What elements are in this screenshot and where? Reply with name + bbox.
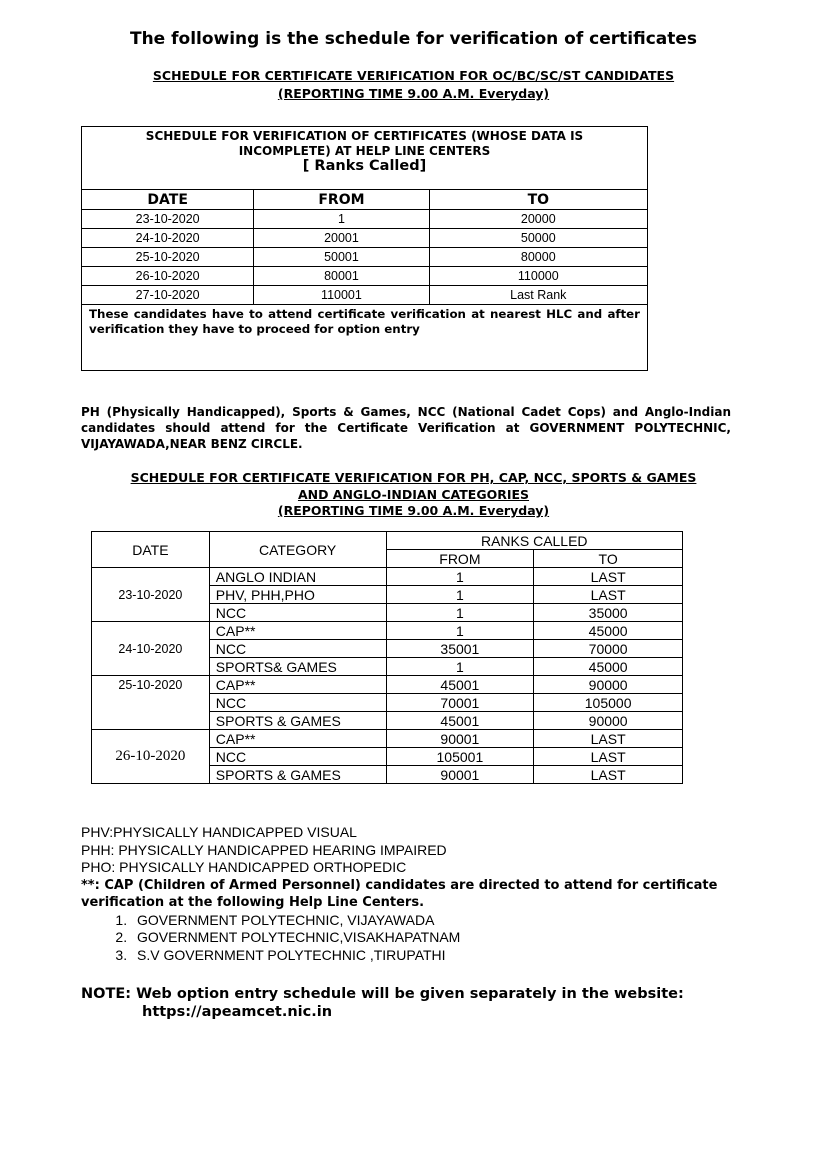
table-row [82,210,648,229]
to-cell: 70000 [534,640,683,658]
footnotes [81,824,761,964]
to-cell: LAST [534,586,683,604]
date-cell: 23-10-2020 [92,568,210,622]
list-item: 1. GOVERNMENT POLYTECHNIC, VIJAYAWADA [131,912,761,930]
from-cell: 1 [386,622,534,640]
column-header-from: FROM [386,550,534,568]
abbreviation-pho: PHO: PHYSICALLY HANDICAPPED ORTHOPEDIC [81,859,407,875]
category-cell: NCC [209,604,386,622]
from-cell: 90001 [386,766,534,784]
date-cell: 25-10-2020 [82,248,254,267]
from-cell: 80001 [254,267,429,286]
section2-heading-line2: AND ANGLO-INDIAN CATEGORIES [297,487,530,502]
category-cell: CAP** [209,622,386,640]
from-cell: 45001 [386,676,534,694]
date-cell: 26-10-2020 [82,267,254,286]
to-cell: 110000 [429,267,647,286]
list-item: 2. GOVERNMENT POLYTECHNIC,VISAKHAPATNAM [131,929,761,947]
from-cell: 35001 [386,640,534,658]
to-cell: LAST [534,730,683,748]
date-cell: 25-10-2020 [92,676,210,730]
category-cell: NCC [209,694,386,712]
from-cell: 1 [386,586,534,604]
ranks-called-label: [ Ranks Called] [302,158,427,174]
general-table-note: These candidates have to attend certificate verification at nearest HLC and after verification they have to proceed for option entry [82,305,648,371]
to-cell: 45000 [534,658,683,676]
date-cell: 24-10-2020 [92,622,210,676]
website-note-text: NOTE: Web option entry schedule will be given separately in the website: [81,986,684,1002]
from-cell: 70001 [386,694,534,712]
section1-reporting-time: (REPORTING TIME 9.00 A.M. Everyday) [277,86,550,101]
date-cell: 27-10-2020 [82,286,254,305]
table-row [82,267,648,286]
section2-heading-line1: SCHEDULE FOR CERTIFICATE VERIFICATION FOR PH, CAP, NCC, SPORTS & GAMES [130,470,697,485]
to-cell: Last Rank [429,286,647,305]
section1-heading: SCHEDULE FOR CERTIFICATE VERIFICATION FOR OC/BC/SC/ST CANDIDATES [152,68,675,83]
special-categories-paragraph: PH (Physically Handicapped), Sports & Games, NCC (National Cadet Cops) and Anglo-Indian candidates should attend for the Certificate Verification at GOVERNMENT POLYTECHNIC, VIJAYAWADA,NEAR BENZ CIRCLE. [81,405,731,451]
table-row [92,676,683,694]
from-cell: 110001 [254,286,429,305]
to-cell: 90000 [534,712,683,730]
section2-reporting-time: (REPORTING TIME 9.00 A.M. Everyday) [277,503,550,518]
to-cell: 20000 [429,210,647,229]
from-cell: 20001 [254,229,429,248]
from-cell: 90001 [386,730,534,748]
to-cell: 50000 [429,229,647,248]
column-header-to: TO [429,190,647,210]
date-cell: 23-10-2020 [82,210,254,229]
to-cell: LAST [534,748,683,766]
to-cell: 105000 [534,694,683,712]
table-row [92,568,683,586]
category-cell: ANGLO INDIAN [209,568,386,586]
list-item: 3. S.V GOVERNMENT POLYTECHNIC ,TIRUPATHI [131,947,761,965]
column-header-to: TO [534,550,683,568]
category-cell: NCC [209,640,386,658]
from-cell: 105001 [386,748,534,766]
table-row [92,622,683,640]
to-cell: 90000 [534,676,683,694]
to-cell: LAST [534,766,683,784]
column-header-ranks-called: RANKS CALLED [386,532,682,550]
general-schedule-table [81,126,648,371]
category-cell: PHV, PHH,PHO [209,586,386,604]
column-header-date: DATE [92,532,210,568]
abbreviation-phh: PHH: PHYSICALLY HANDICAPPED HEARING IMPAIRED [81,841,447,858]
date-cell: 24-10-2020 [82,229,254,248]
category-cell: SPORTS & GAMES [209,766,386,784]
category-cell: NCC [209,748,386,766]
date-cell: 26-10-2020 [92,730,210,784]
to-cell: 45000 [534,622,683,640]
to-cell: 80000 [429,248,647,267]
column-header-from: FROM [254,190,429,210]
table-row [82,229,648,248]
website-url: https://apeamcet.nic.in [142,1004,333,1020]
from-cell: 50001 [254,248,429,267]
abbreviation-phv: PHV:PHYSICALLY HANDICAPPED VISUAL [81,824,357,840]
table-row [92,730,683,748]
from-cell: 1 [386,604,534,622]
category-cell: CAP** [209,730,386,748]
cap-note: **: CAP (Children of Armed Personnel) candidates are directed to attend for certificate verification at the following Help Line Centers. [81,877,718,910]
column-header-category: CATEGORY [209,532,386,568]
help-center-list [81,912,761,965]
general-table-header-text: SCHEDULE FOR VERIFICATION OF CERTIFICATES (WHOSE DATA IS INCOMPLETE) AT HELP LINE CENTERS [145,129,584,158]
from-cell: 1 [386,568,534,586]
from-cell: 1 [386,658,534,676]
table-row [82,286,648,305]
column-header-date: DATE [82,190,254,210]
special-schedule-table [91,531,683,784]
table-row [82,248,648,267]
category-cell: SPORTS& GAMES [209,658,386,676]
category-cell: SPORTS & GAMES [209,712,386,730]
general-table-header [82,127,648,190]
to-cell: LAST [534,568,683,586]
page-title: The following is the schedule for verification of certificates [129,29,698,49]
to-cell: 35000 [534,604,683,622]
category-cell: CAP** [209,676,386,694]
from-cell: 45001 [386,712,534,730]
website-note [81,985,761,1021]
from-cell: 1 [254,210,429,229]
